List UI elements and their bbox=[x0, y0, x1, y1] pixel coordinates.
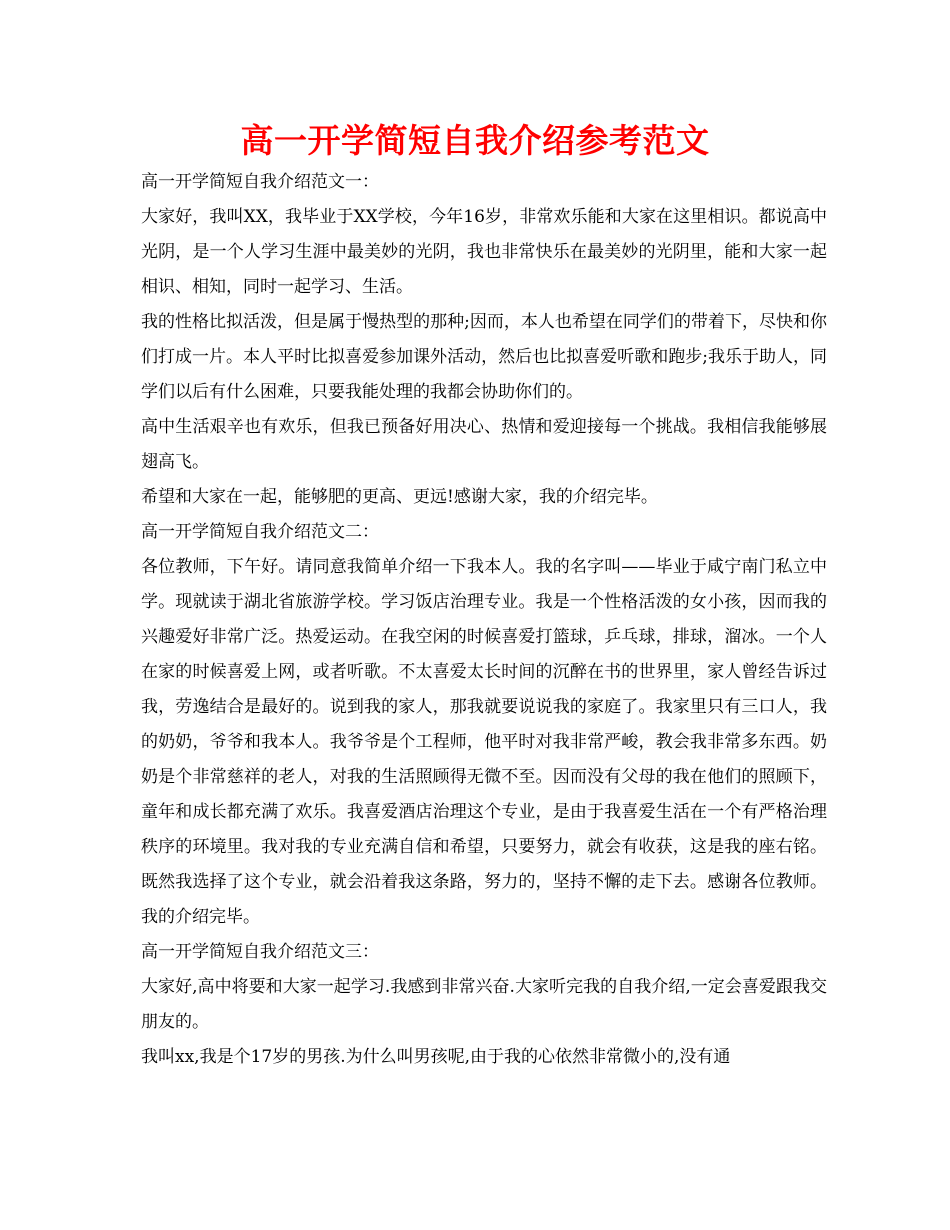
paragraph: 各位教师，下午好。请同意我简单介绍一下我本人。我的名字叫——毕业于咸宁南门私立中学。现就读于湖北省旅游学校。学习饭店治理专业。我是一个性格活泼的女小孩，因而我的兴趣爱好非常广泛。热爱运动。在我空闲的时候喜爱打篮球，乒乓球，排球，溜冰。一个人在家的时候喜爱上网，或者听歌。不太喜爱太长时间的沉醉在书的世界里，家人曾经告诉过我，劳逸结合是最好的。说到我的家人，那我就要说说我的家庭了。我家里只有三口人，我的奶奶，爷爷和我本人。我爷爷是个工程师，他平时对我非常严峻，教会我非常多东西。奶奶是个非常慈祥的老人，对我的生活照顾得无微不至。因而没有父母的我在他们的照顾下，童年和成长都充满了欢乐。我喜爱酒店治理这个专业，是由于我喜爱生活在一个有严格治理秩序的环境里。我对我的专业充满自信和希望，只要努力，就会有收获，这是我的座右铭。既然我选择了这个专业，就会沿着我这条路，努力的，坚持不懈的走下去。感谢各位教师。我的介绍完毕。 bbox=[141, 557, 827, 927]
paragraph: 我叫xx,我是个17岁的男孩.为什么叫男孩呢,由于我的心依然非常微小的,没有通 bbox=[141, 1047, 731, 1067]
paragraph: 大家好,高中将要和大家一起学习.我感到非常兴奋.大家听完我的自我介绍,一定会喜爱跟我交朋友的。 bbox=[141, 977, 827, 1032]
section-heading-2: 高一开学简短自我介绍范文二： bbox=[141, 522, 379, 542]
paragraph: 大家好，我叫XX，我毕业于XX学校，今年16岁，非常欢乐能和大家在这里相识。都说高中光阴，是一个人学习生涯中最美妙的光阴，我也非常快乐在最美妙的光阴里，能和大家一起相识、相知，同时一起学习、生活。 bbox=[141, 207, 827, 297]
paragraph: 希望和大家在一起，能够肥的更高、更远!感谢大家，我的介绍完毕。 bbox=[141, 487, 658, 507]
section-heading-1: 高一开学简短自我介绍范文一： bbox=[141, 172, 379, 192]
document-title: 高一开学简短自我介绍参考范文 bbox=[240, 121, 710, 160]
paragraph: 我的性格比拟活泼，但是属于慢热型的那种;因而，本人也希望在同学们的带着下，尽快和你们打成一片。本人平时比拟喜爱参加课外活动，然后也比拟喜爱听歌和跑步;我乐于助人，同学们以后有什么困难，只要我能处理的我都会协助你们的。 bbox=[141, 312, 827, 402]
document-body bbox=[141, 165, 827, 1075]
section-heading-3: 高一开学简短自我介绍范文三： bbox=[141, 942, 379, 962]
paragraph: 高中生活艰辛也有欢乐，但我已预备好用决心、热情和爱迎接每一个挑战。我相信我能够展翅高飞。 bbox=[141, 417, 827, 472]
